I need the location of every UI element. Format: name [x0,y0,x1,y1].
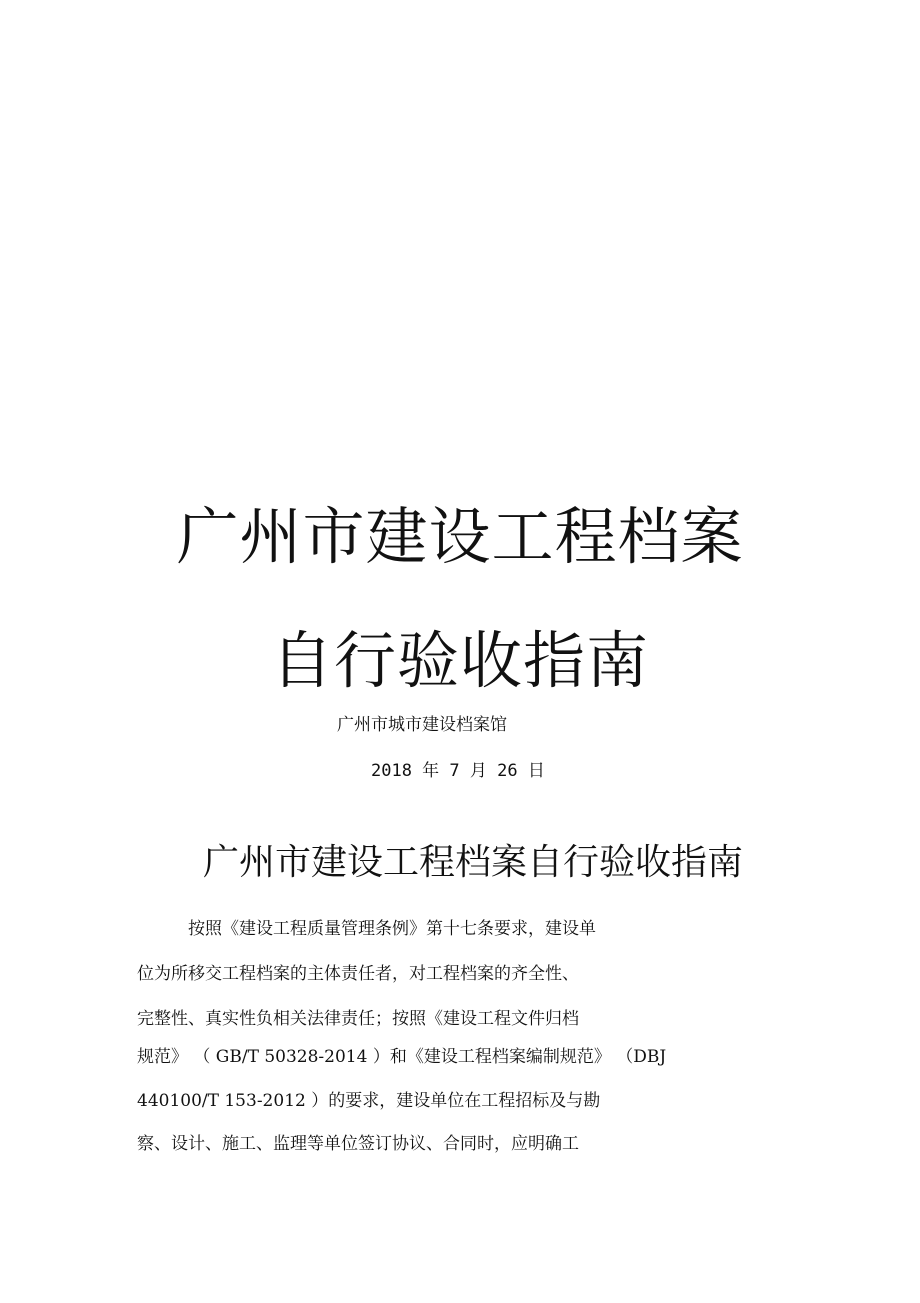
paragraph-line-2: 位为所移交工程档案的主体责任者，对工程档案的齐全性、 [137,964,579,984]
paragraph-line-5: 440100/T 153-2012 ）的要求，建设单位在工程招标及与勘 [137,1091,601,1111]
paragraph-line-4: 规范》 （ GB/T 50328-2014 ）和《建设工程档案编制规范》 （DBJ [137,1047,667,1067]
publisher-name: 广州市城市建设档案馆 [337,715,507,735]
cover-title-line-1: 广州市建设工程档案 [176,500,744,573]
cover-title-line-2: 自行验收指南 [270,624,649,697]
paragraph-line-1: 按照《建设工程质量管理条例》第十七条要求，建设单 [188,919,596,939]
publication-date: 2018 年 7 月 26 日 [371,761,545,781]
paragraph-line-6: 察、设计、施工、监理等单位签订协议、合同时，应明确工 [137,1134,579,1154]
document-heading: 广州市建设工程档案自行验收指南 [203,842,744,883]
paragraph-line-3: 完整性、真实性负相关法律责任；按照《建设工程文件归档 [137,1009,579,1029]
